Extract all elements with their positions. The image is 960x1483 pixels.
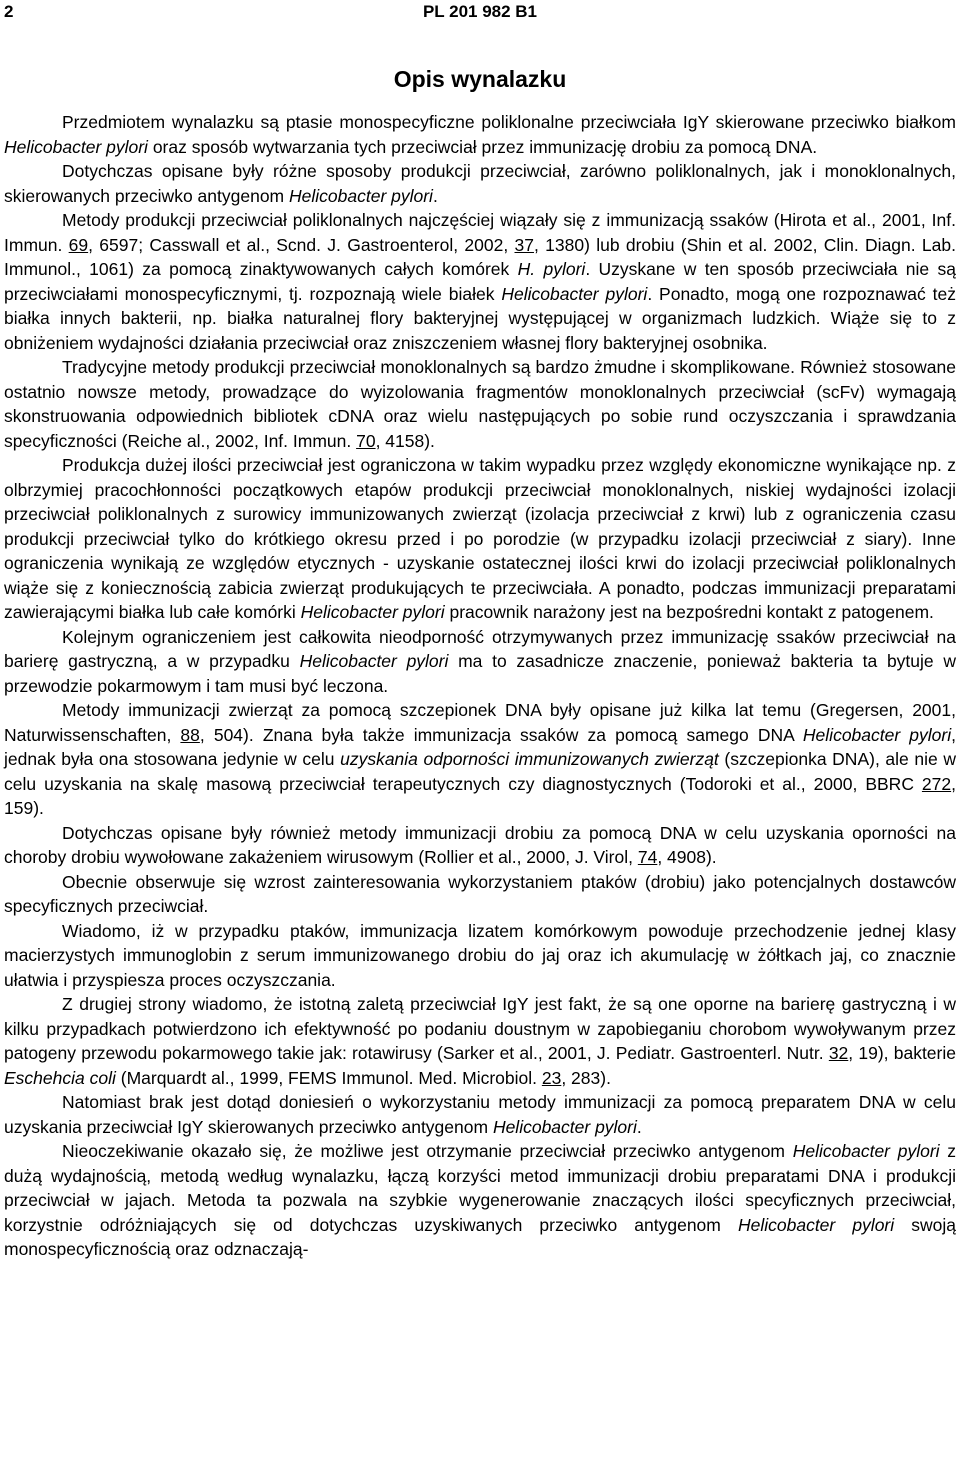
page-number: 2 [4,2,14,21]
italic-text: H. pylori [517,259,586,279]
italic-text: Helicobacter pylori [501,283,648,304]
text-run: Obecnie obserwuje się wzrost zainteresowania wykorzystaniem ptaków (drobiu) jako potencjalnych dostawców specyficznych przeciwciał. [4,871,956,916]
text-run: (szczepionka DNA), ale nie w celu uzyskania na skalę masową przeciwciał terapeutycznych czy diagnostycznych (Todoroki et al., 2000, BBRC [4,749,957,794]
paragraph [4,453,956,625]
text-run: . Ponadto, mogą one rozpoznawać też białka innych bakterii, np. białka naturalnej flory bakteryjnej występującej w organizmach ludzkich. Wiąże się to z obniżeniem wydajności działania przeciwciał oraz zniszczeniem własnej flory bakteryjnej osobnika. [4,283,956,353]
text-run: . [432,185,438,206]
underlined-text: 69 [68,234,89,255]
italic-text: Eschehcia coli [4,1067,116,1088]
italic-text: Helicobacter pylori [792,1141,940,1161]
italic-text: Helicobacter pylori [737,1214,895,1235]
text-run: (Marquardt al., 1999, FEMS Immunol. Med. Microbiol. [115,1067,542,1088]
underlined-text: 37 [514,234,534,255]
text-run: , 19), bakterie [848,1043,956,1063]
paragraph [4,625,956,699]
italic-text: Helicobacter pylori [802,724,952,745]
text-run: , 283). [561,1067,611,1088]
italic-text: uzyskania odporności immunizowanych zwierząt [340,749,719,769]
underlined-text: 74 [637,847,658,867]
italic-text: Helicobacter pylori [289,185,433,206]
underlined-text: 88 [180,724,200,745]
text-run: , 4908). [657,847,717,867]
text-run: Metody immunizacji zwierząt za pomocą szczepionek DNA były opisane już kilka lat temu (Gregersen, 2001, Naturwissenschaften, [4,700,956,745]
text-run: Dotychczas opisane były również metody immunizacji drobiu za pomocą DNA w celu uzyskania oporności na choroby drobiu wywołowane zakażeniem wirusowym (Rollier et al., 2000, J. Virol, [4,822,956,867]
italic-text: Helicobacter pylori [299,651,449,671]
text-run: oraz sposób wytwarzania tych przeciwciał przez immunizację drobiu za pomocą DNA. [147,136,818,157]
text-run: , 159). [4,773,956,818]
text-run: . Uzyskane w ten sposób przeciwciała nie są przeciwciałami monospecyficznymi, tj. rozpoznają wiele białek [4,259,956,304]
paragraph [4,355,956,453]
text-run: pracownik narażony jest na bezpośredni kontakt z patogenem. [444,602,934,622]
italic-text: Helicobacter pylori [300,602,445,622]
underlined-text: 70 [356,430,376,451]
text-run: Nieoczekiwanie okazało się, że możliwe jest otrzymanie przeciwciał przeciwko antygenom [62,1141,793,1161]
text-run: ma to zasadnicze znaczenie, ponieważ bakteria ta bytuje w przewodzie pokarmowym i tam musi być leczona. [4,651,956,696]
paragraph [4,992,956,1090]
text-run: Przedmiotem wynalazku są ptasie monospecyficzne poliklonalne przeciwciała IgY skierowane przeciwko białkom [62,112,956,132]
text-run: Metody produkcji przeciwciał poliklonalnych najczęściej wiązały się z immunizacją ssaków (Hirota et al., 2001, Inf. Immun. [4,210,956,255]
description-body [4,110,956,1262]
text-run: , 1380) lub drobiu (Shin et al. 2002, Clin. Diagn. Lab. Immunol., 1061) za pomocą zinaktywowanych całych komórek [4,234,956,279]
underlined-text: 272 [921,773,952,794]
text-run: . [636,1116,642,1137]
text-run: swoją monospecyficznością oraz odznaczają- [4,1214,956,1259]
document-title: Opis wynalazku [393,66,567,92]
text-run: Dotychczas opisane były różne sposoby produkcji przeciwciał, zarówno poliklonalnych, jak i monoklonalnych, skierowanych przeciwko antygenom [4,161,956,206]
paragraph [4,870,956,919]
text-run: , 4158). [375,430,435,451]
italic-text: Helicobacter pylori [4,136,148,157]
text-run: Tradycyjne metody produkcji przeciwciał monoklonalnych są bardzo żmudne i skomplikowane. Również stosowane ostatnio nowsze metody, prowadzące do wyizolowania fragmentów monoklonalnych przeciwciał (scFv) wymagają skonstruowania odpowiednich bibliotek cDNA oraz wielu następujących po sobie rund oczyszczania i sprawdzania specyficzności (Reiche al., 2002, Inf. Immun. [4,357,956,451]
paragraph [4,208,956,355]
text-run: , 504). Znana była także immunizacja ssaków za pomocą samego DNA [199,724,803,745]
underlined-text: 23 [541,1067,562,1088]
text-run: Z drugiej strony wiadomo, że istotną zaletą przeciwciał IgY jest fakt, że są one oporne na barierę gastryczną i w kilku przypadkach potwierdzono ich efektywność po podaniu doustnym w zapobieganiu chorobom wywoływanym przez patogeny przewodu pokarmowego takie jak: rotawirusy (Sarker et al., 2001, J. Pediatr. Gastroenterl. Nutr. [4,994,956,1063]
underlined-text: 32 [828,1043,849,1063]
text-run: Produkcja dużej ilości przeciwciał jest ograniczona w takim wypadku przez względy ekonomiczne wynikające np. z olbrzymiej pracochłonności początkowych etapów produkcji przeciwciał monoklonalnych, niskiej wydajności izolacji przeciwciał poliklonalnych z surowicy immunizowanych zwierząt (izolacja przeciwciał z krwi) lub z ograniczenia czasu produkcji przeciwciał tylko do krótkiego okresu przed i po porodzie (w przypadku izolacji przeciwciał z siary). Inne ograniczenia wynikają ze względów etycznych - uzyskanie ostatecznej ilości krwi do izolacji przeciwciał poliklonalnych wiąże się z koniecznością zabicia zwierząt produkujących te przeciwciała. A ponadto, podczas immunizacji preparatami zawierającymi białka lub całe komórki [4,455,956,622]
paragraph [4,698,956,821]
page-header [0,0,960,26]
paragraph [4,110,956,159]
paragraph [4,919,956,993]
text-run: Natomiast brak jest dotąd doniesień o wykorzystaniu metody immunizacji za pomocą preparatem DNA w celu uzyskania przeciwciał IgY skierowanych przeciwko antygenom [4,1092,956,1137]
text-run: z dużą wydajnością, metodą według wynalazku, łączą korzyści metod immunizacji drobiu preparatami DNA i produkcji przeciwciał w jajach. Metoda ta pozwala na szybkie wygenerowanie znaczących ilości specyficznych przeciwciał, korzystnie odróżniających się od dotychczas uzyskiwanych przeciwko antygenom [4,1141,956,1235]
text-run: , jednak była ona stosowana jedynie w celu [4,724,956,769]
text-run: , 6597; Casswall et al., Scnd. J. Gastroenterol, 2002, [88,234,515,255]
text-run: Kolejnym ograniczeniem jest całkowita nieodporność otrzymywanych przez immunizację ssaków przeciwciał na barierę gastryczną, a w przypadku [4,626,956,671]
paragraph [4,1139,956,1262]
italic-text: Helicobacter pylori [492,1116,637,1137]
paragraph [4,1090,956,1139]
paragraph [4,821,956,870]
text-run: Wiadomo, iż w przypadku ptaków, immunizacja lizatem komórkowym powoduje przechodzenie jednej klasy macierzystych immunoglobin z serum immunizowanego drobiu do jaj oraz ich akumulację w żółtkach jaj, co znacznie ułatwia i przyspiesza proces oczyszczania. [4,920,956,990]
patent-number: PL 201 982 B1 [422,2,538,21]
paragraph [4,159,956,208]
